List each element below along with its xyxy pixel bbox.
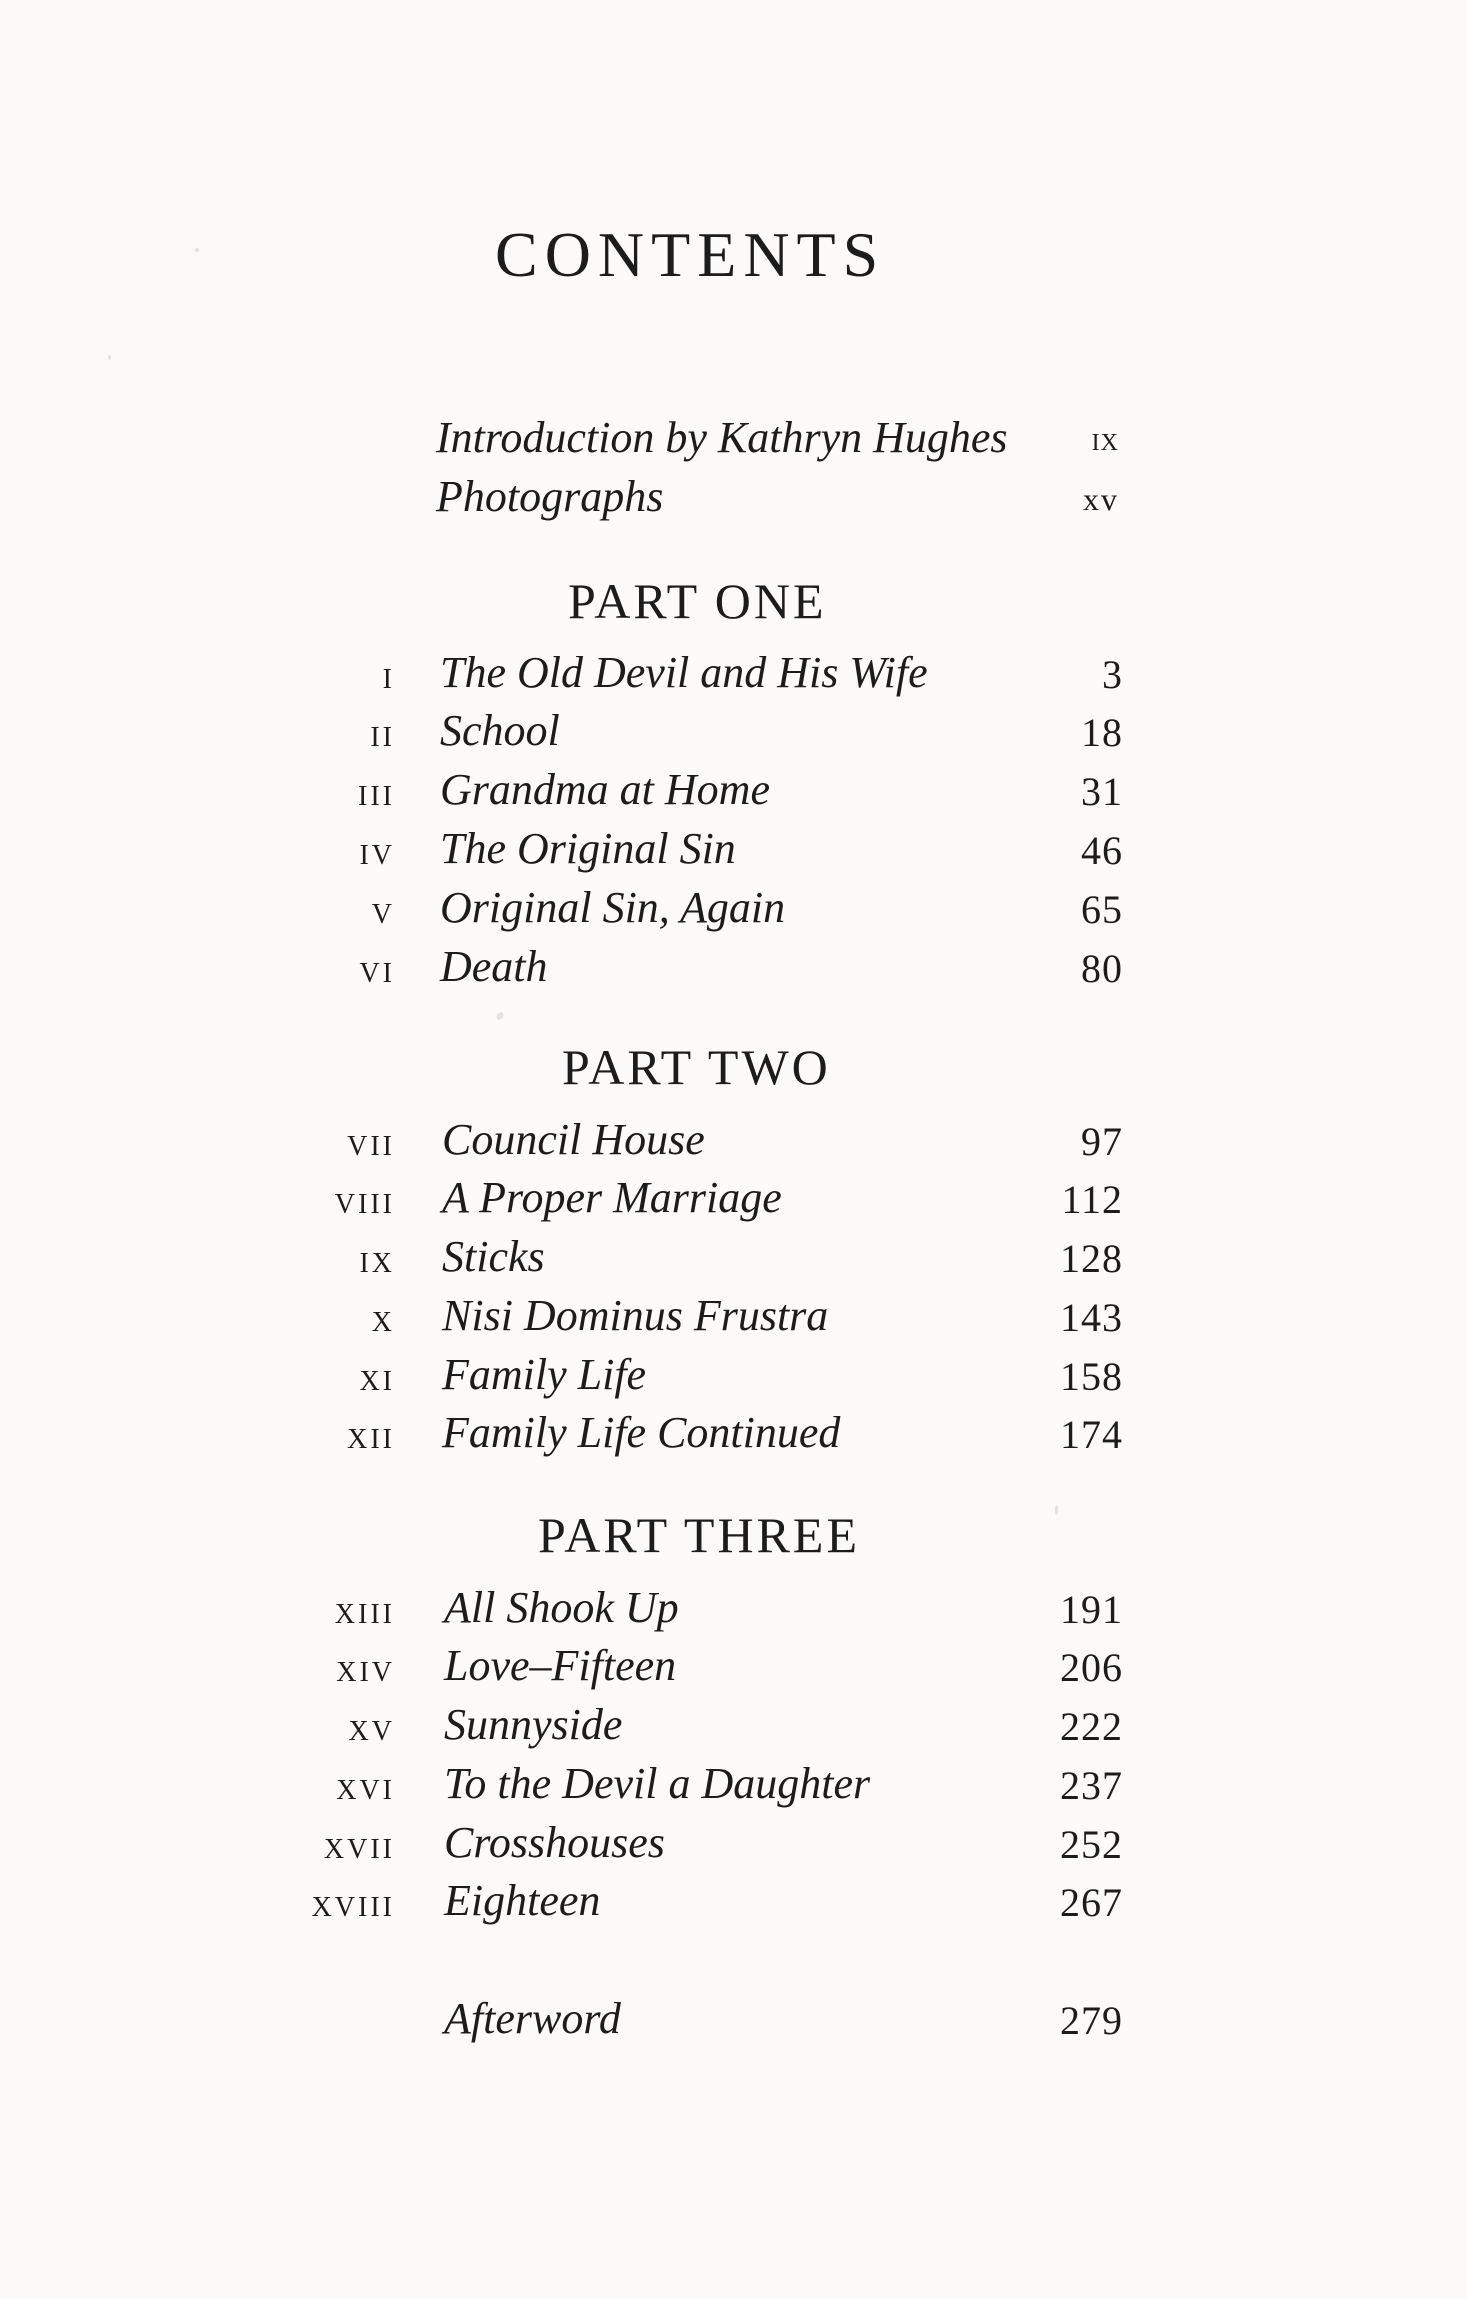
chapter-title: The Original Sin: [440, 824, 736, 873]
chapter-page: 128: [1060, 1236, 1123, 1281]
chapter-page: 206: [1060, 1645, 1123, 1690]
chapter-title: Family Life: [442, 1350, 647, 1399]
chapter-number: X: [371, 1307, 395, 1338]
entry-title: Introduction by Kathryn Hughes: [436, 413, 1008, 462]
chapter-title: Nisi Dominus Frustra: [442, 1291, 829, 1340]
chapter-number: IV: [359, 840, 395, 871]
entry-page: 279: [1060, 1998, 1123, 2043]
chapter-number: XIII: [334, 1599, 395, 1630]
chapter-row[interactable]: [0, 1173, 1467, 1233]
part-three-heading: PART THREE: [538, 1507, 860, 1563]
page-title: CONTENTS: [495, 219, 886, 290]
chapter-title: Crosshouses: [444, 1818, 665, 1867]
entry-page: ix: [1091, 421, 1119, 458]
chapter-number: XV: [348, 1716, 395, 1747]
chapter-row[interactable]: [0, 942, 1467, 1002]
chapter-row[interactable]: [0, 1641, 1467, 1701]
chapter-row[interactable]: [0, 1408, 1467, 1468]
chapter-row[interactable]: [0, 1350, 1467, 1410]
paper-speck: [1055, 1505, 1058, 1515]
chapter-page: 97: [1081, 1119, 1123, 1164]
paper-speck: [108, 355, 111, 360]
chapter-title: All Shook Up: [444, 1583, 679, 1632]
chapter-page: 112: [1061, 1177, 1123, 1222]
toc-entry-introduction[interactable]: [0, 413, 1467, 473]
chapter-title: Grandma at Home: [440, 765, 770, 814]
chapter-row[interactable]: [0, 1232, 1467, 1292]
part-one-heading: PART ONE: [568, 573, 827, 629]
chapter-number: XVI: [336, 1775, 395, 1806]
chapter-title: To the Devil a Daughter: [444, 1759, 871, 1808]
chapter-title: Love–Fifteen: [444, 1641, 677, 1690]
chapter-number: XII: [347, 1424, 395, 1455]
paper-speck: [495, 1011, 505, 1021]
chapter-row[interactable]: [0, 765, 1467, 825]
chapter-page: 80: [1081, 946, 1123, 991]
chapter-page: 46: [1081, 828, 1123, 873]
chapter-number: XVII: [323, 1834, 395, 1865]
chapter-page: 267: [1060, 1880, 1123, 1925]
chapter-row[interactable]: [0, 648, 1467, 708]
chapter-row[interactable]: [0, 1115, 1467, 1175]
paper-speck: [195, 248, 199, 252]
chapter-number: I: [382, 664, 395, 695]
chapter-row[interactable]: [0, 1583, 1467, 1643]
chapter-number: III: [358, 781, 395, 812]
part-two-heading: PART TWO: [562, 1039, 831, 1095]
chapter-number: XIV: [336, 1657, 395, 1688]
chapter-number: VI: [359, 958, 395, 989]
toc-entry-photographs[interactable]: [0, 472, 1467, 532]
entry-title: Afterword: [444, 1994, 621, 2043]
toc-entry-afterword[interactable]: [0, 1994, 1467, 2054]
chapter-number: V: [371, 899, 395, 930]
chapter-page: 65: [1081, 887, 1123, 932]
chapter-row[interactable]: [0, 1291, 1467, 1351]
chapter-page: 191: [1060, 1587, 1123, 1632]
chapter-number: VII: [347, 1131, 395, 1162]
chapter-page: 174: [1060, 1412, 1123, 1457]
chapter-page: 158: [1060, 1354, 1123, 1399]
chapter-page: 143: [1060, 1295, 1123, 1340]
chapter-page: 222: [1060, 1704, 1123, 1749]
chapter-title: School: [440, 706, 560, 755]
chapter-title: Original Sin, Again: [440, 883, 786, 932]
chapter-title: Sticks: [442, 1232, 545, 1281]
chapter-row[interactable]: [0, 706, 1467, 766]
chapter-page: 252: [1060, 1822, 1123, 1867]
chapter-row[interactable]: [0, 1818, 1467, 1878]
chapter-title: Sunnyside: [444, 1700, 623, 1749]
chapter-row[interactable]: [0, 883, 1467, 943]
chapter-number: IX: [359, 1248, 395, 1279]
chapter-row[interactable]: [0, 1876, 1467, 1936]
chapter-title: Death: [440, 942, 548, 991]
chapter-page: 31: [1081, 769, 1123, 814]
chapter-title: The Old Devil and His Wife: [440, 648, 928, 697]
chapter-page: 3: [1102, 652, 1123, 697]
chapter-row[interactable]: [0, 824, 1467, 884]
chapter-page: 237: [1060, 1763, 1123, 1808]
chapter-row[interactable]: [0, 1759, 1467, 1819]
entry-title: Photographs: [436, 472, 664, 521]
chapter-number: XI: [359, 1366, 395, 1397]
chapter-number: II: [370, 722, 395, 753]
chapter-title: A Proper Marriage: [442, 1173, 782, 1222]
chapter-title: Family Life Continued: [442, 1408, 841, 1457]
chapter-row[interactable]: [0, 1700, 1467, 1760]
entry-page: xv: [1083, 481, 1119, 517]
chapter-title: Eighteen: [444, 1876, 601, 1925]
chapter-number: VIII: [334, 1189, 395, 1220]
chapter-number: XVIII: [311, 1892, 395, 1923]
chapter-title: Council House: [442, 1115, 705, 1164]
chapter-page: 18: [1081, 710, 1123, 755]
